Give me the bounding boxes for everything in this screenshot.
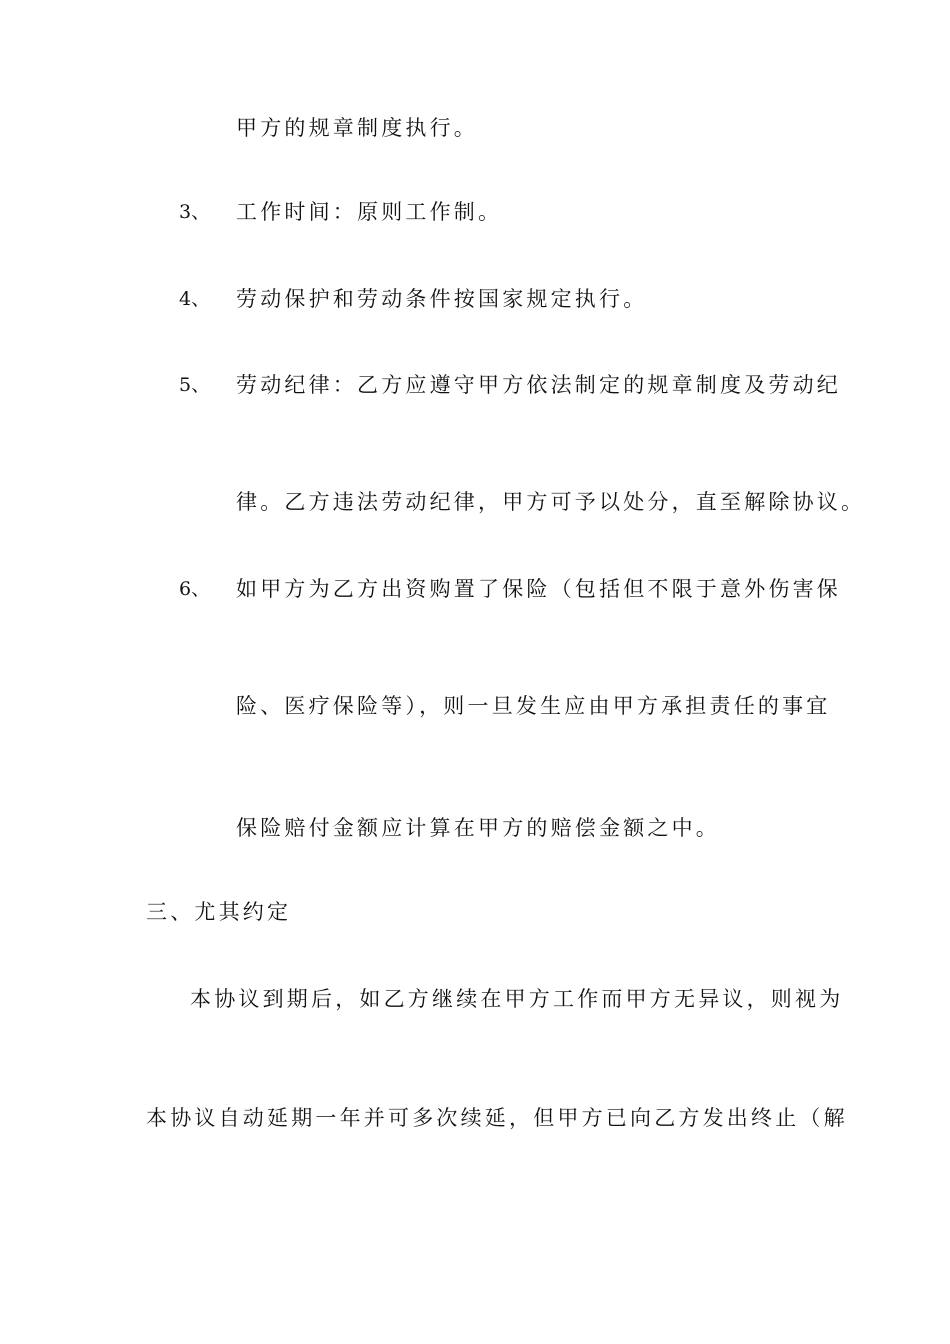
item-4-number: 4、 <box>179 288 211 310</box>
item-4-text: 劳动保护和劳动条件按国家规定执行。 <box>236 287 648 311</box>
item-3-text: 工作时间：原则工作制。 <box>236 200 503 224</box>
item-6-number: 6、 <box>179 578 211 600</box>
paragraph-line-2: 本协议自动延期一年并可多次续延，但甲方已向乙方发出终止（解 <box>146 1106 848 1130</box>
item-6-text-line-3: 保险赔付金额应计算在甲方的赔偿金额之中。 <box>236 816 720 840</box>
item-5-text-line-2: 律。乙方违法劳动纪律，甲方可予以处分，直至解除协议。 <box>236 490 866 514</box>
continuation-line: 甲方的规章制度执行。 <box>236 116 478 140</box>
item-6-text-line-1: 如甲方为乙方出资购置了保险（包括但不限于意外伤害保 <box>236 577 841 601</box>
item-5-number: 5、 <box>179 374 211 396</box>
item-5-text-line-1: 劳动纪律：乙方应遵守甲方依法制定的规章制度及劳动纪 <box>236 373 841 397</box>
item-6-text-line-2: 险、医疗保险等），则一旦发生应由甲方承担责任的事宜 <box>236 694 831 718</box>
paragraph-line-1: 本协议到期后，如乙方继续在甲方工作而甲方无异议，则视为 <box>190 987 844 1011</box>
section-heading: 三、尤其约定 <box>146 900 292 924</box>
item-3-number: 3、 <box>179 201 211 223</box>
